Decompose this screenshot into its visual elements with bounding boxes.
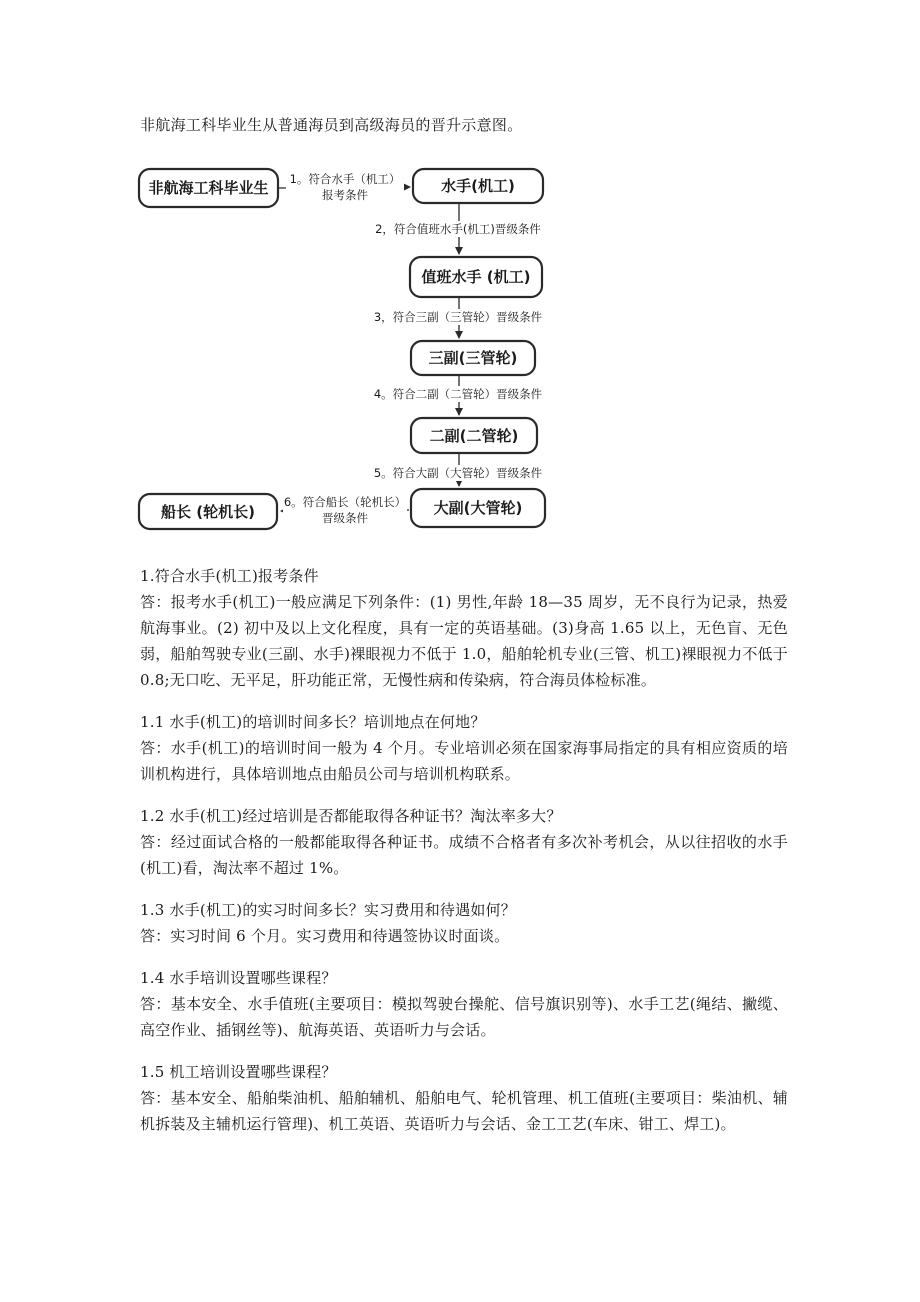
answer: 答：基本安全、水手值班(主要项目：模拟驾驶台操舵、信号旗识别等)、水手工艺(绳结、撇缆、高空作业、插钢丝等)、航海英语、英语听力与会话。 bbox=[140, 995, 788, 1039]
node-captain bbox=[139, 494, 277, 529]
node-second bbox=[411, 418, 537, 453]
qa-item bbox=[140, 897, 788, 949]
question: 1.5 机工培训设置哪些课程？ bbox=[140, 1063, 337, 1081]
answer: 答：水手(机工)的培训时间一般为 4 个月。专业培训必须在国家海事局指定的具有相应资质的培训机构进行，具体培训地点由船员公司与培训机构联系。 bbox=[140, 739, 788, 783]
node-chief bbox=[411, 489, 545, 527]
node-chief-label: 大副(大管轮) bbox=[433, 499, 523, 517]
node-third bbox=[411, 341, 535, 375]
question: 1.2 水手(机工)经过培训是否都能取得各种证书？淘汰率多大？ bbox=[140, 807, 562, 825]
question: 1.符合水手(机工)报考条件 bbox=[140, 567, 319, 585]
answer: 答：经过面试合格的一般都能取得各种证书。成绩不合格者有多次补考机会，从以往招收的水手(机工)看，淘汰率不超过 1%。 bbox=[140, 833, 788, 877]
node-third-label: 三副(三管轮) bbox=[428, 349, 518, 367]
qa-item bbox=[140, 965, 788, 1043]
node-watch-sailor bbox=[410, 257, 542, 297]
edge-3-label bbox=[368, 309, 548, 325]
answer: 答：基本安全、船舶柴油机、船舶辅机、船舶电气、轮机管理、机工值班(主要项目：柴油机、辅机拆装及主辅机运行管理)、机工英语、英语听力与会话、金工工艺(车床、钳工、焊工)。 bbox=[140, 1089, 788, 1133]
edge-4-label-text: 4。符合二副（二管轮）晋级条件 bbox=[373, 387, 543, 401]
answer: 答：实习时间 6 个月。实习费用和待遇签协议时面谈。 bbox=[140, 927, 510, 945]
promotion-flowchart bbox=[0, 0, 920, 540]
qa-item bbox=[140, 709, 788, 787]
edge-1-label bbox=[286, 170, 404, 202]
answer: 答：报考水手(机工)一般应满足下列条件：(1) 男性,年龄 18—35 周岁，无不良行为记录，热爱航海事业。(2) 初中及以上文化程度，具有一定的英语基础。(3)身高 1.65 以上，无色盲、无色弱，船舶驾驶专业(三副、水手)裸眼视力不低于 1.0，船舶轮机专业(三管、机工)裸眼视力不低于 0.8;无口吃、无平足，肝功能正常，无慢性病和传染病，符合海员体检标准。 bbox=[140, 593, 788, 689]
intro-text: 非航海工科毕业生从普通海员到高级海员的晋升示意图。 bbox=[140, 116, 523, 134]
edge-1-label-line1: 1。符合水手（机工） bbox=[289, 172, 401, 186]
node-captain-label: 船长 (轮机长) bbox=[161, 503, 255, 521]
node-watch-sailor-label: 值班水手 (机工) bbox=[421, 268, 531, 286]
edge-1-label-line2: 报考条件 bbox=[322, 188, 368, 202]
qa-item bbox=[140, 563, 788, 693]
question: 1.4 水手培训设置哪些课程？ bbox=[140, 969, 337, 987]
edge-6-label bbox=[283, 494, 407, 526]
qa-item bbox=[140, 1059, 788, 1137]
question: 1.3 水手(机工)的实习时间多长？实习费用和待遇如何？ bbox=[140, 901, 516, 919]
qa-section bbox=[140, 563, 788, 1153]
edge-2-label bbox=[368, 221, 548, 237]
node-sailor bbox=[413, 169, 543, 203]
edge-6-label-line2: 晋级条件 bbox=[322, 511, 368, 525]
edge-6-label-line1: 6。符合船长（轮机长） bbox=[283, 495, 407, 509]
edge-2-label-text: 2，符合值班水手(机工)晋级条件 bbox=[375, 222, 541, 236]
edge-4-label bbox=[368, 386, 548, 402]
node-start bbox=[139, 169, 278, 207]
edge-5-label bbox=[368, 465, 548, 481]
node-start-label: 非航海工科毕业生 bbox=[148, 179, 269, 197]
node-second-label: 二副(二管轮) bbox=[429, 427, 519, 445]
qa-item bbox=[140, 803, 788, 881]
node-sailor-label: 水手(机工) bbox=[441, 177, 515, 195]
edge-3-label-text: 3，符合三副（三管轮）晋级条件 bbox=[373, 310, 543, 324]
edge-5-label-text: 5。符合大副（大管轮）晋级条件 bbox=[373, 466, 543, 480]
question: 1.1 水手(机工)的培训时间多长？培训地点在何地？ bbox=[140, 713, 486, 731]
